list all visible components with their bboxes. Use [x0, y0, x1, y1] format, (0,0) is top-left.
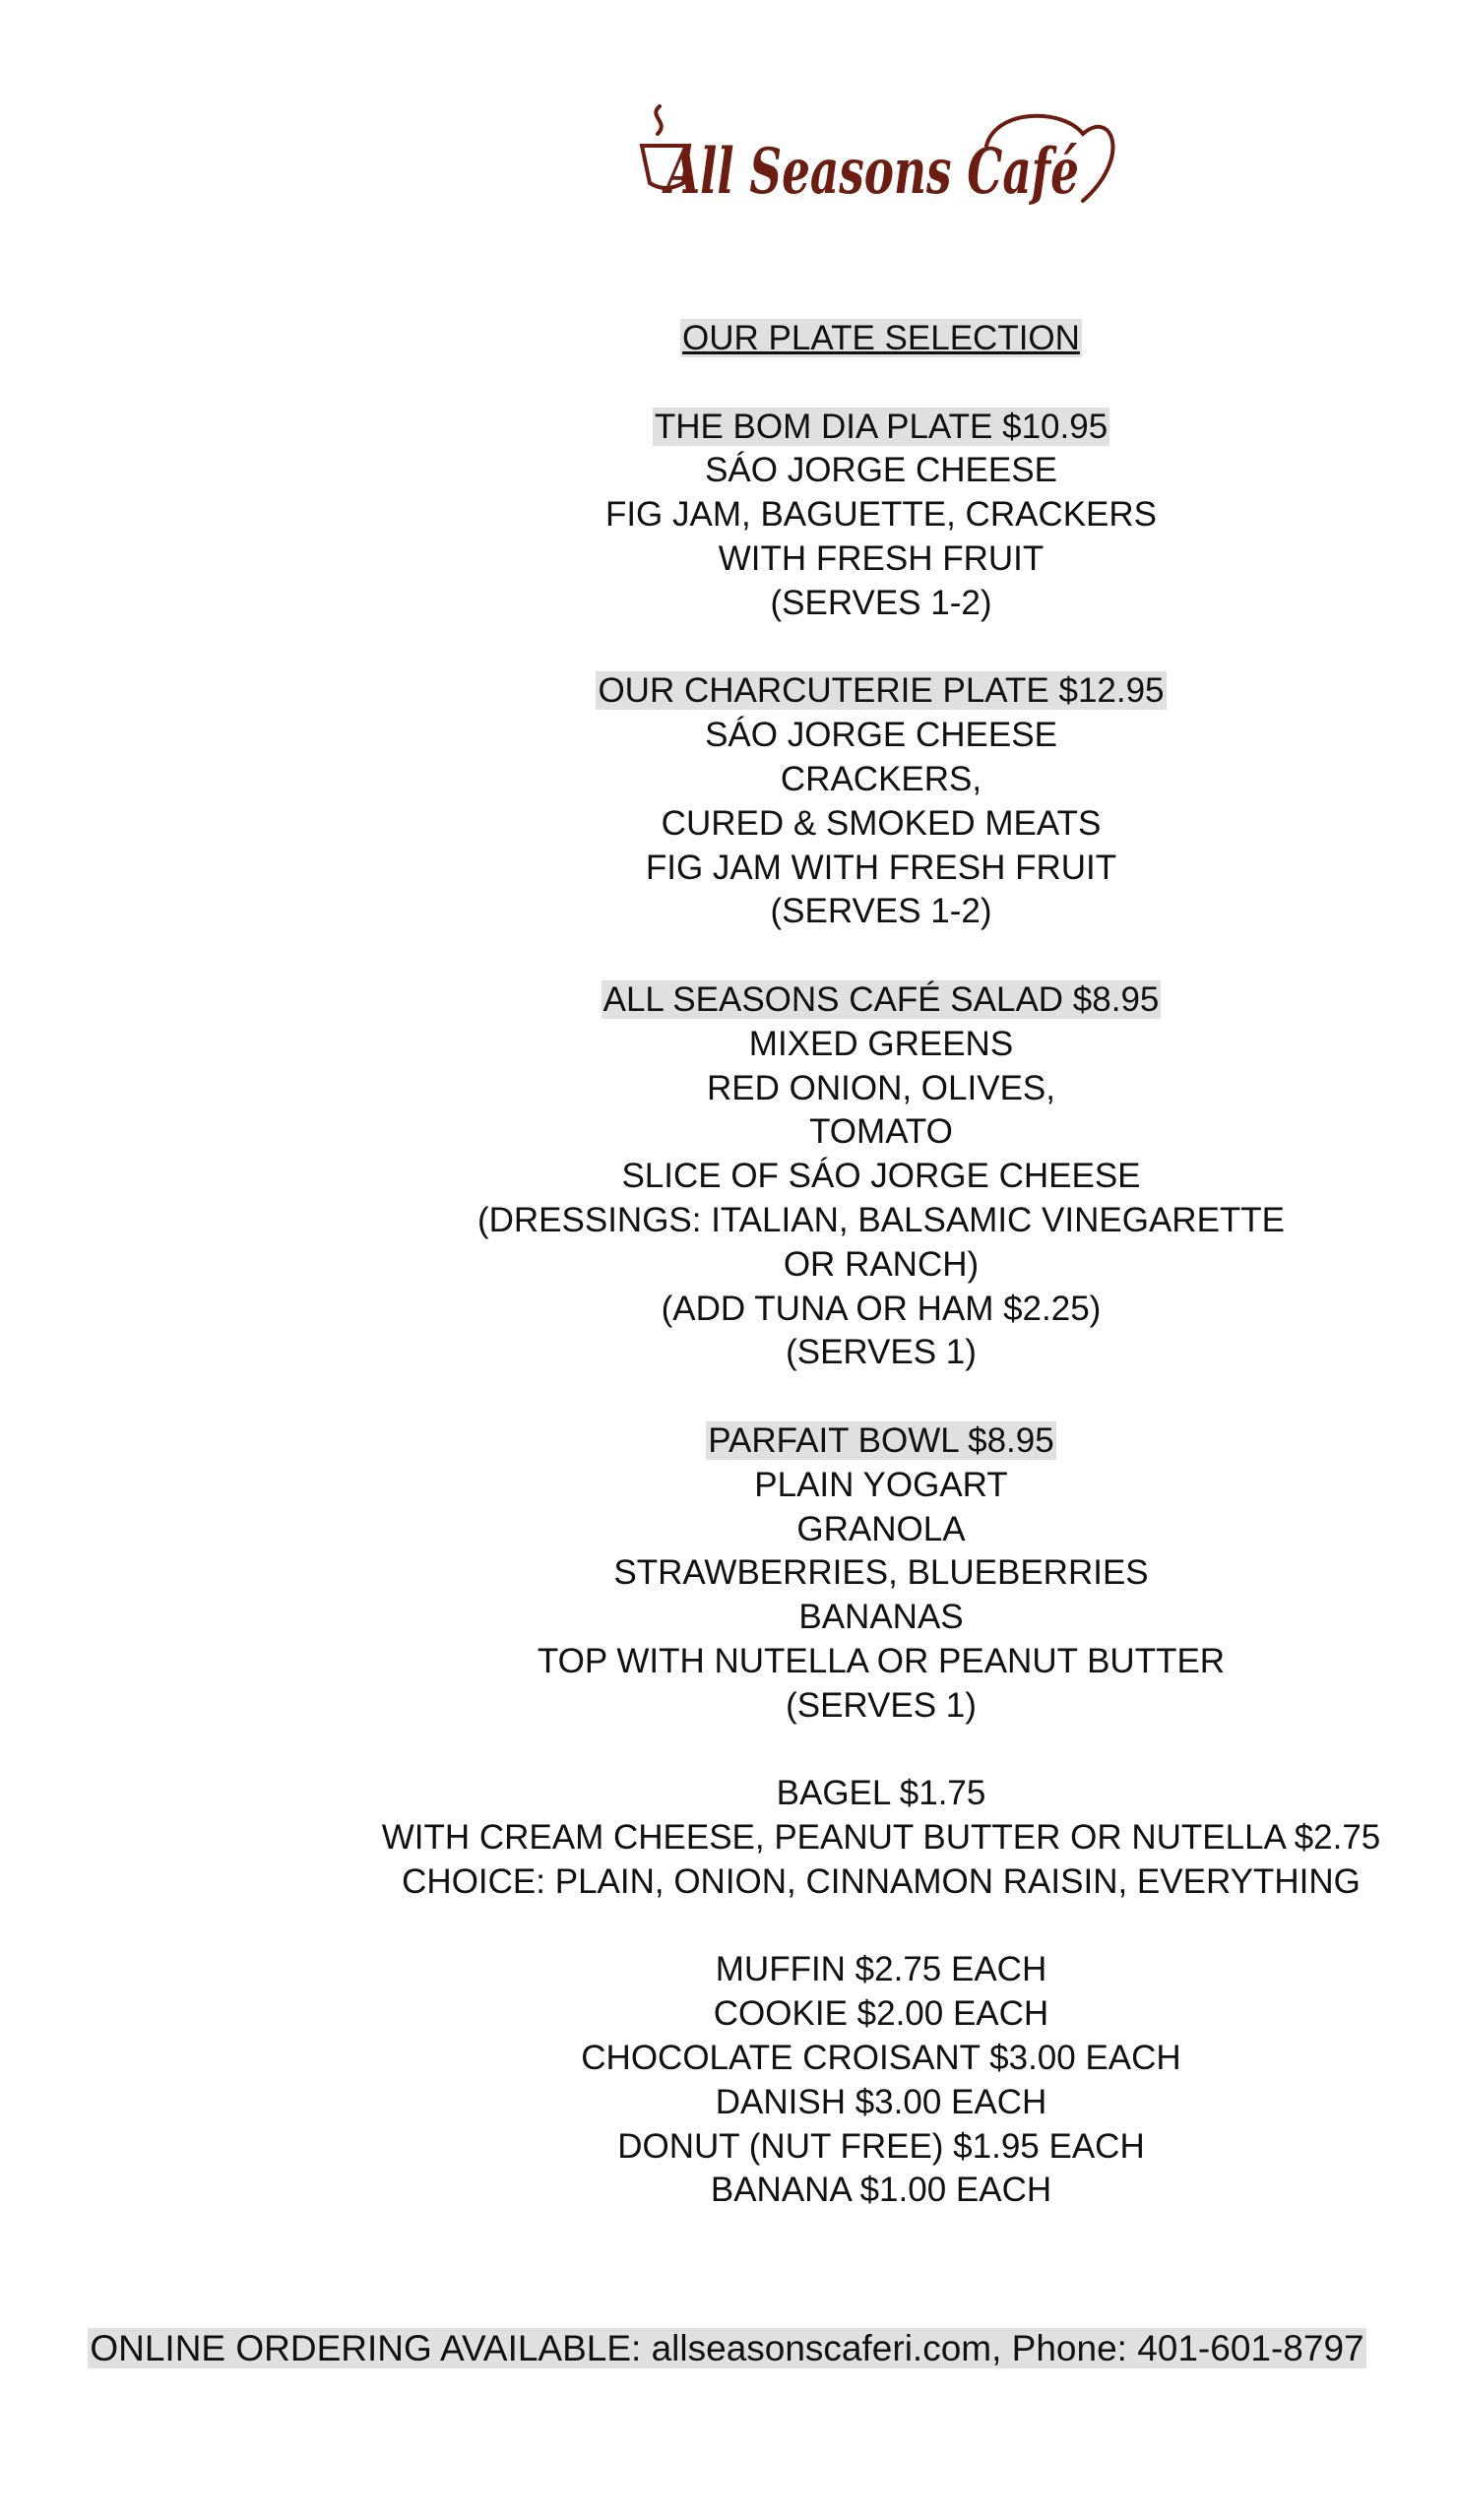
menu-line: (SERVES 1)	[786, 1333, 977, 1372]
logo-text: All Seasons Café	[662, 135, 1079, 209]
menu-section-cafe-salad	[305, 978, 1457, 1375]
section-title: PARFAIT BOWL $8.95	[708, 1420, 1054, 1460]
menu-line: (ADD TUNA OR HAM $2.25)	[661, 1289, 1102, 1328]
menu-heading: OUR PLATE SELECTION	[682, 319, 1080, 357]
menu-line: SÁO JORGE CHEESE	[705, 716, 1057, 755]
menu-section-charcuterie-plate	[305, 669, 1457, 934]
footer	[55, 2325, 1399, 2372]
menu-line: PLAIN YOGART	[754, 1465, 1008, 1504]
menu-line: (SERVES 1-2)	[770, 583, 992, 622]
menu-line: BANANAS	[798, 1598, 964, 1637]
menu-line: CHOICE: PLAIN, ONION, CINNAMON RAISIN, EVERYTHING	[402, 1861, 1361, 1901]
menu-section-bom-dia-plate	[305, 406, 1457, 626]
section-title: BAGEL $1.75	[776, 1774, 986, 1813]
menu-line: SÁO JORGE CHEESE	[705, 451, 1057, 490]
menu-line: CHOCOLATE CROISANT $3.00 EACH	[581, 2039, 1181, 2078]
menu-section-bakery	[305, 1948, 1457, 2213]
menu	[305, 317, 1457, 2213]
cafe-logo	[620, 98, 1122, 226]
section-title: MUFFIN $2.75 EACH	[715, 1950, 1047, 1989]
section-title: ALL SEASONS CAFÉ SALAD $8.95	[602, 979, 1160, 1019]
menu-line: (DRESSINGS: ITALIAN, BALSAMIC VINEGARETTE	[476, 1200, 1286, 1239]
menu-line: FIG JAM WITH FRESH FRUIT	[645, 848, 1117, 887]
menu-line: SLICE OF SÁO JORGE CHEESE	[621, 1157, 1141, 1196]
menu-line: FIG JAM, BAGUETTE, CRACKERS	[604, 495, 1158, 535]
menu-line: OR RANCH)	[783, 1244, 980, 1284]
menu-line: (SERVES 1-2)	[770, 892, 992, 931]
online-ordering-info: ONLINE ORDERING AVAILABLE: allseasonscaferi.com, Phone: 401-601-8797	[90, 2328, 1364, 2368]
menu-line: TOP WITH NUTELLA OR PEANUT BUTTER	[537, 1641, 1226, 1680]
steam-icon	[656, 106, 661, 134]
menu-line: RED ONION, OLIVES,	[707, 1068, 1055, 1107]
menu-line: DONUT (NUT FREE) $1.95 EACH	[617, 2126, 1145, 2166]
menu-line: COOKIE $2.00 EACH	[713, 1994, 1049, 2034]
menu-line: MIXED GREENS	[748, 1024, 1014, 1063]
menu-line: GRANOLA	[796, 1509, 966, 1548]
menu-line: WITH FRESH FRUIT	[718, 538, 1045, 578]
menu-section-parfait-bowl	[305, 1419, 1457, 1729]
menu-line: CURED & SMOKED MEATS	[661, 803, 1102, 843]
menu-line: CRACKERS,	[780, 759, 982, 798]
section-title: THE BOM DIA PLATE $10.95	[654, 407, 1109, 446]
menu-line: TOMATO	[809, 1112, 953, 1152]
menu-line: BANANA $1.00 EACH	[710, 2171, 1052, 2210]
menu-line: DANISH $3.00 EACH	[715, 2082, 1047, 2121]
section-title: OUR CHARCUTERIE PLATE $12.95	[598, 671, 1165, 711]
menu-line: STRAWBERRIES, BLUEBERRIES	[613, 1553, 1149, 1593]
menu-line: WITH CREAM CHEESE, PEANUT BUTTER OR NUTELLA $2.75	[381, 1818, 1381, 1858]
menu-line: (SERVES 1)	[786, 1685, 977, 1725]
menu-section-bagel	[305, 1772, 1457, 1904]
